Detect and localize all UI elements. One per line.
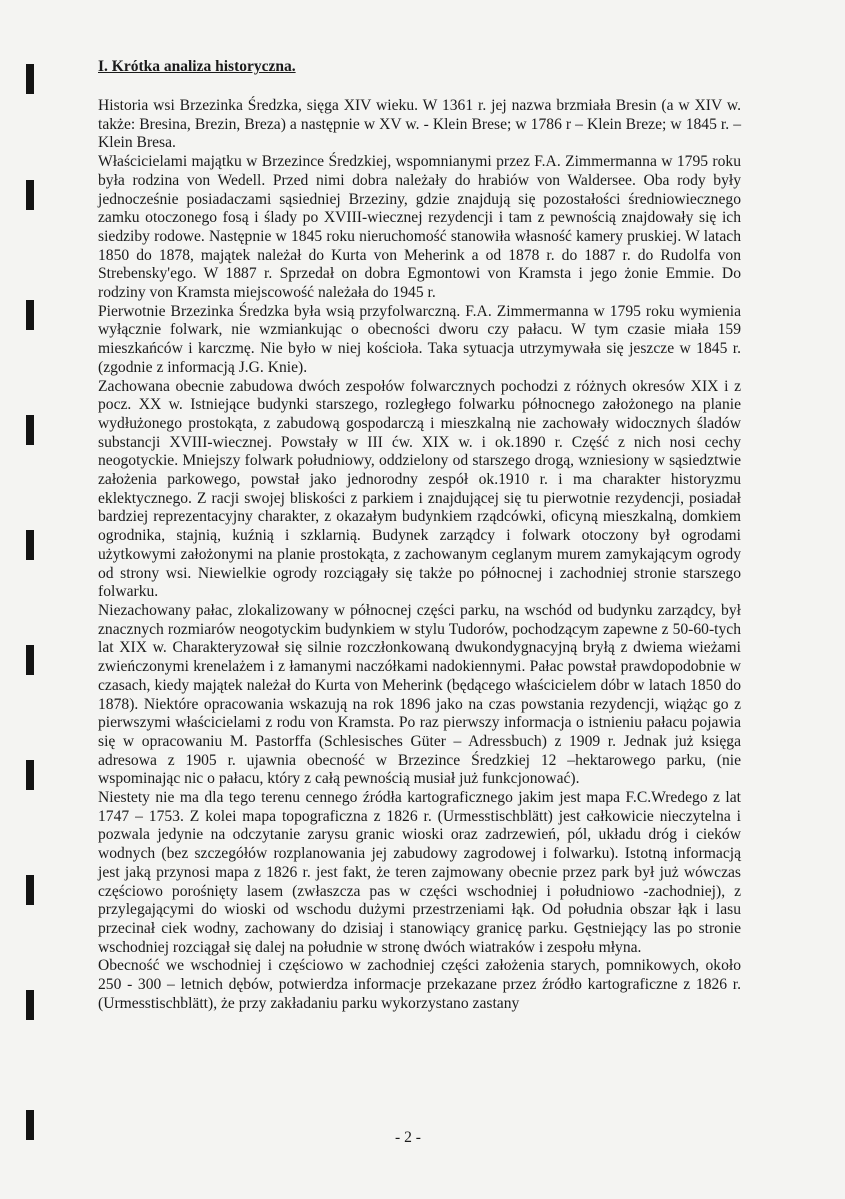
binding-mark: [26, 180, 34, 210]
paragraph: Niestety nie ma dla tego terenu cennego źródła kartograficznego jakim jest mapa F.C.Wredego z lat 1747 – 1753. Z kolei mapa topograficzna z 1826 r. (Urmesstischblätt) jest całkowicie nieczytelna i pozwala jedynie na odczytanie zarysu granic wioski oraz zadrzewień, pól, układu dróg i cieków wodnych (bez szczegółów rozplanowania jej zabudowy zagrodowej i folwarku). Istotną informacją jest jaką przynosi mapa z 1826 r. jest fakt, że teren zajmowany obecnie przez park był już wówczas częściowo porośnięty lasem (zwłaszcza pas w części wschodniej i południowo -zachodniej), z przylegającymi do wioski od wschodu dużymi przestrzeniami łąk. Od południa obszar łąk i lasu przecinał ciek wodny, zachowany do dzisiaj i stanowiący granicę parku. Gęstniejący las po stronie wschodniej rozciągał się dalej na południe w stronę dwóch wiatraków i zespołu młyna.: [98, 789, 741, 956]
binding-mark: [26, 875, 34, 905]
binding-mark: [26, 530, 34, 560]
binding-mark: [26, 415, 34, 445]
paragraph: Niezachowany pałac, zlokalizowany w północnej części parku, na wschód od budynku zarządcy, był znacznych rozmiarów neogotyckim budynkiem w stylu Tudorów, pochodzącym zapewne z 50-60-tych lat XIX w. Charakteryzował się silnie rozczłonkowaną dwukondygnacyjną bryłą z dwiema wieżami zwieńczonymi krenelażem i z łamanymi naczółkami nadokiennymi. Pałac powstał prawdopodobnie w czasach, kiedy majątek należał do Kurta von Meherink (będącego właścicielem dóbr w latach 1850 do 1878). Niektóre opracowania wskazują na rok 1896 jako na czas powstania rezydencji, wiążąc go z pierwszymi właścicielami z rodu von Kramsta. Po raz pierwszy informacja o istnieniu pałacu pojawia się w opracowaniu M. Pastorffa (Schlesisches Güter – Adressbuch) z 1909 r. Jednak już księga adresowa z 1905 r. ujawnia obecność w Brzezince Średzkiej 12 –hektarowego parku, (nie wspominając nic o pałacu, który z całą pewnością musiał już funkcjonować).: [98, 601, 741, 788]
binding-mark: [26, 1110, 34, 1140]
section-heading: I. Krótka analiza historyczna.: [98, 58, 296, 75]
binding-mark: [26, 990, 34, 1020]
binding-mark: [26, 760, 34, 790]
binding-mark: [26, 300, 34, 330]
paragraph: Właścicielami majątku w Brzezince Średzkiej, wspomnianymi przez F.A. Zimmermanna w 1795 roku była rodzina von Wedell. Przed nimi dobra należały do hrabiów von Waldersee. Oba rody były jednocześnie posiadaczami sąsiedniej Brzeziny, gdzie znajdują się pozostałości średniowiecznego zamku otoczonego fosą i ślady po XVIII-wiecznej rezydencji i tam z pewnością znajdowały się ich siedziby rodowe. Następnie w 1845 roku nieruchomość stanowiła własność kamery pruskiej. W latach 1850 do 1878, majątek należał do Kurta von Meherink a od 1878 r. do 1887 r. do Rudolfa von Strebensky'ego. W 1887 r. Sprzedał on dobra Egmontowi von Kramsta i jego żonie Emmie. Do rodziny von Kramsta miejscowość należała do 1945 r.: [98, 153, 741, 302]
binding-mark: [26, 64, 34, 94]
paragraph: Historia wsi Brzezinka Średzka, sięga XIV wieku. W 1361 r. jej nazwa brzmiała Bresin (a w XIV w. także: Bresina, Brezin, Breza) a następnie w XV w. - Klein Brese; w 1786 r – Klein Breze; w 1845 r. – Klein Bresa.: [98, 97, 741, 152]
paragraph: Obecność we wschodniej i częściowo w zachodniej części założenia starych, pomnikowych, około 250 - 300 – letnich dębów, potwierdza informacje przekazane przez źródło kartograficzne z 1826 r. (Urmesstischblätt), że przy zakładaniu parku wykorzystano zastany: [98, 957, 741, 1012]
body-text: [98, 97, 741, 1013]
paragraph: Pierwotnie Brzezinka Średzka była wsią przyfolwarczną. F.A. Zimmermanna w 1795 roku wymienia wyłącznie folwark, nie wzmiankując o obecności dworu czy pałacu. W tym czasie miała 159 mieszkańców i karczmę. Nie było w niej kościoła. Taka sytuacja utrzymywała się jeszcze w 1845 r. (zgodnie z informacją J.G. Knie).: [98, 302, 741, 376]
binding-mark: [26, 645, 34, 675]
paragraph: Zachowana obecnie zabudowa dwóch zespołów folwarcznych pochodzi z różnych okresów XIX i z pocz. XX w. Istniejące budynki starszego, rozległego folwarku północnego założonego na planie wydłużonego prostokąta, z zabudową gospodarczą i mieszkalną nie zachowały widocznych śladów substancji XVIII-wiecznej. Powstały w III ćw. XIX w. i ok.1890 r. Część z nich nosi cechy neogotyckie. Mniejszy folwark południowy, oddzielony od starszego drogą, wzniesiony w sąsiedztwie założenia parkowego, powstał jako jednorodny zespół ok.1910 r. i ma charakter historyzmu eklektycznego. Z racji swojej bliskości z parkiem i znajdującej się tu pierwotnie rezydencji, posiadał bardziej reprezentacyjny charakter, z okazałym budynkiem rządcówki, oficyną mieszkalną, domkiem ogrodnika, stajnią, kuźnią i szklarnią. Budynek zarządcy i folwark otoczony był ogrodami użytkowymi założonymi na planie prostokąta, z zachowanym ceglanym murem zamykającym ogrody od strony wsi. Niewielkie ogrody rozciągały się także po północnej i zachodniej stronie starszego folwarku.: [98, 377, 741, 601]
page-number: - 2 -: [395, 1129, 421, 1146]
